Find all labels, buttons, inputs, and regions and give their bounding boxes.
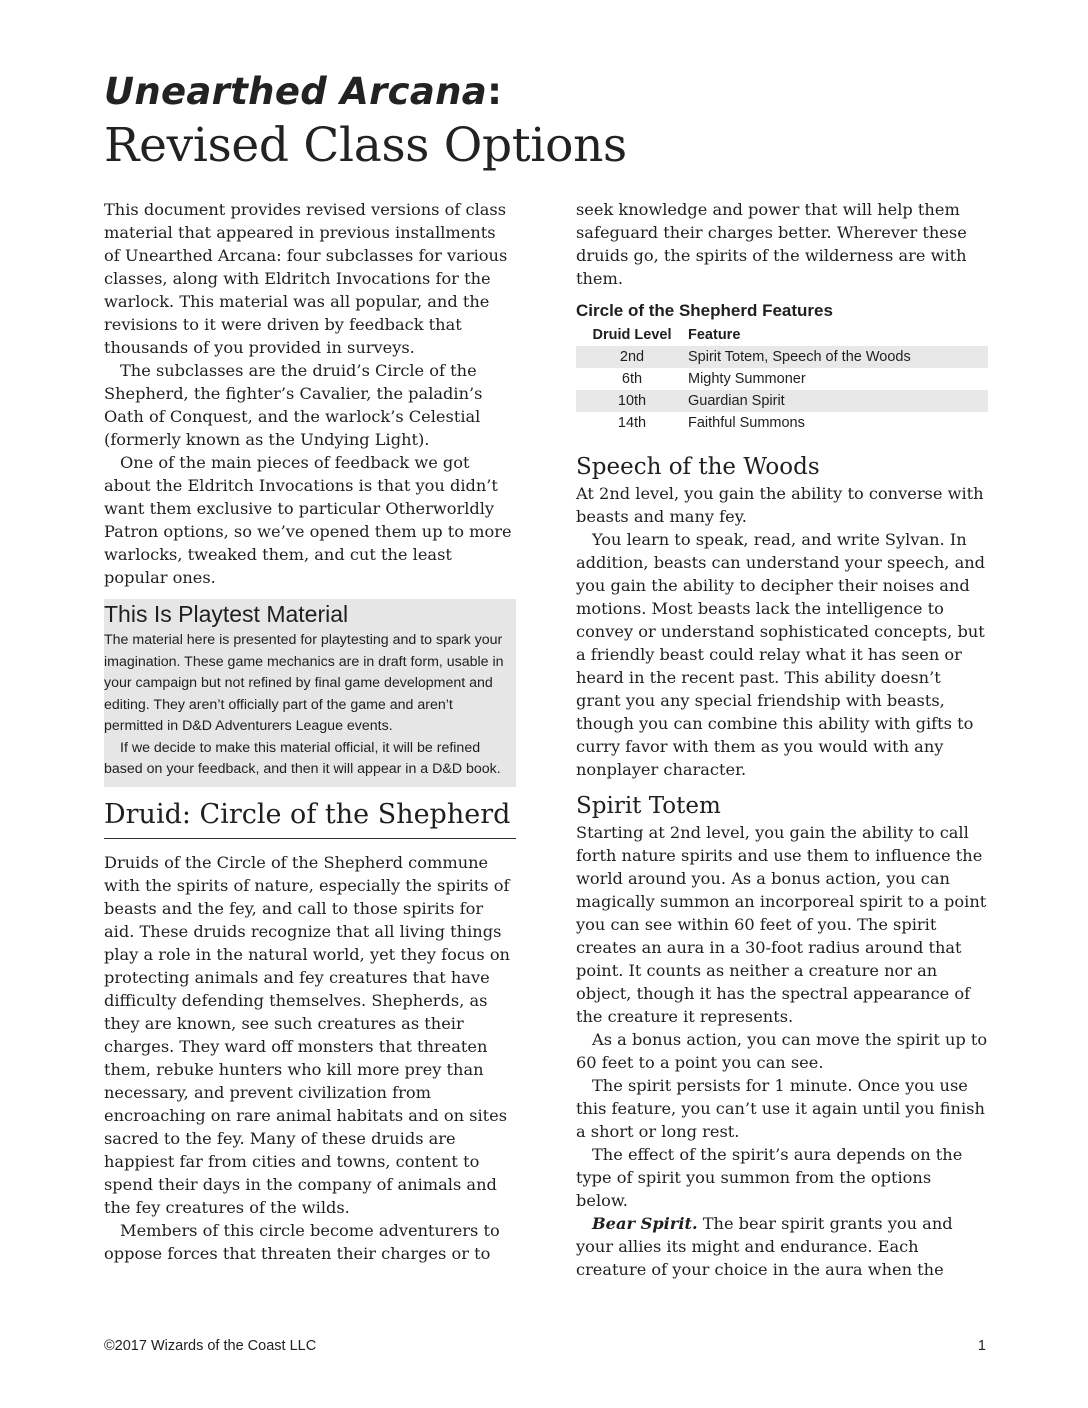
title-italic-text: Unearthed Arcana (104, 70, 488, 113)
table-row (576, 346, 988, 368)
table-cell-level: 14th (617, 415, 647, 431)
features-table-title: Circle of the Shepherd Features (576, 301, 833, 320)
table-cell-feature: Mighty Summoner (688, 371, 806, 387)
bear-spirit-label: Bear Spirit. (592, 1214, 698, 1233)
totem-paragraph-4: The effect of the spirit’s aura depends on the type of spirit you summon from the options below. (576, 1145, 963, 1210)
totem-paragraph-3: The spirit persists for 1 minute. Once you use this feature, you can’t use it again until you finish a short or long rest. (576, 1076, 985, 1141)
table-cell-level: 6th (621, 371, 643, 387)
title-colon: : (487, 70, 503, 113)
table-cell-level: 10th (576, 390, 688, 412)
speech-paragraph-1: At 2nd level, you gain the ability to converse with beasts and many fey. (576, 484, 984, 526)
speech-heading: Speech of the Woods (576, 454, 820, 480)
table-cell-feature: Guardian Spirit (688, 390, 988, 412)
playtest-sidebar (104, 599, 516, 787)
druid-continuation: seek knowledge and power that will help them safeguard their charges better. Wherever these druids go, the spirits of the wilderness are with them. (576, 200, 967, 288)
table-row (576, 412, 988, 434)
footer-copyright: ©2017 Wizards of the Coast LLC (104, 1338, 317, 1354)
table-header-feature: Feature (688, 327, 741, 343)
document-title: Revised Class Options (104, 118, 627, 173)
bear-spirit-paragraph (576, 1212, 988, 1281)
druid-paragraph-2: Members of this circle become adventurers to oppose forces that threaten their charges or to (104, 1220, 500, 1263)
spirit-totem-heading: Spirit Totem (576, 793, 721, 819)
totem-paragraph-1: Starting at 2nd level, you gain the ability to call forth nature spirits and use them to influence the world around you. As a bonus action, you can magically summon an incorporeal spirit to a point you can see within 60 feet of you. The spirit creates an aura in a 30-foot radius around that point. It counts as neither a creature nor an object, though it has the spectral appearance of the creature it represents. (576, 823, 987, 1026)
table-row (576, 390, 988, 412)
speech-paragraph-2: You learn to speak, read, and write Sylvan. In addition, beasts can understand your speech, and you gain the ability to decipher their noises and motions. Most beasts lack the intelligence to convey or understand sophisticated concepts, but a friendly beast could relay what it has seen or heard in the recent past. This ability doesn’t grant you any special friendship with beasts, though you can combine this ability with gifts to curry favor with them as you would with any nonplayer character. (576, 530, 986, 779)
table-header-level: Druid Level (592, 327, 672, 343)
playtest-paragraph-1: The material here is presented for playtesting and to spark your imagination. These game mechanics are in draft form, usable in your campaign but not refined by final game development and editing. They aren’t officially part of the game and aren’t permitted in D&D Adventurers League events. (104, 632, 504, 734)
table-cell-feature: Spirit Totem, Speech of the Woods (688, 346, 988, 368)
intro-paragraph-1: This document provides revised versions of class material that appeared in previous installments of Unearthed Arcana: four subclasses for various classes, along with Eldritch Invocations for the warlock. This material was all popular, and the revisions to it were driven by feedback that thousands of you provided in surveys. (104, 200, 508, 357)
features-table (576, 324, 988, 434)
druid-paragraph-1: Druids of the Circle of the Shepherd commune with the spirits of nature, especially the spirits of beasts and the fey, and call to those spirits for aid. These druids recognize that all living things play a role in the natural world, yet they focus on protecting animals and fey creatures that have difficulty defending themselves. Shepherds, as they are known, see such creatures as their charges. They ward off monsters that threaten them, rebuke hunters who kill more prey than necessary, and prevent civilization from encroaching on rare animal habitats and on sites sacred to the fey. Many of these druids are happiest far from cities and towns, content to spend their days in the company of animals and the fey creatures of the wilds. (104, 852, 510, 1217)
playtest-heading: This Is Playtest Material (104, 601, 349, 627)
table-header-row (576, 324, 988, 346)
document-title-italic (104, 70, 502, 113)
left-column (104, 198, 516, 1265)
druid-section-heading: Druid: Circle of the Shepherd (104, 799, 516, 839)
intro-paragraph-2: The subclasses are the druid’s Circle of the Shepherd, the fighter’s Cavalier, the paladin’s Oath of Conquest, and the warlock’s Celestial (formerly known as the Undying Light). (104, 361, 483, 449)
bear-spirit-text: The bear spirit grants you and your allies its might and endurance. Each creature of your choice in the aura when the (576, 1214, 953, 1279)
table-cell-feature: Faithful Summons (688, 415, 805, 431)
footer-page-number: 1 (977, 1338, 986, 1354)
right-column (576, 198, 988, 1281)
table-cell-level: 2nd (576, 346, 688, 368)
totem-paragraph-2: As a bonus action, you can move the spirit up to 60 feet to a point you can see. (576, 1030, 988, 1072)
intro-paragraph-3: One of the main pieces of feedback we got about the Eldritch Invocations is that you didn’t want them exclusive to particular Otherworldly Patron options, so we’ve opened them up to more warlocks, tweaked them, and cut the least popular ones. (104, 453, 512, 587)
table-row (576, 368, 988, 390)
playtest-paragraph-2: If we decide to make this material official, it will be refined based on your feedback, and then it will appear in a D&D book. (104, 739, 501, 777)
